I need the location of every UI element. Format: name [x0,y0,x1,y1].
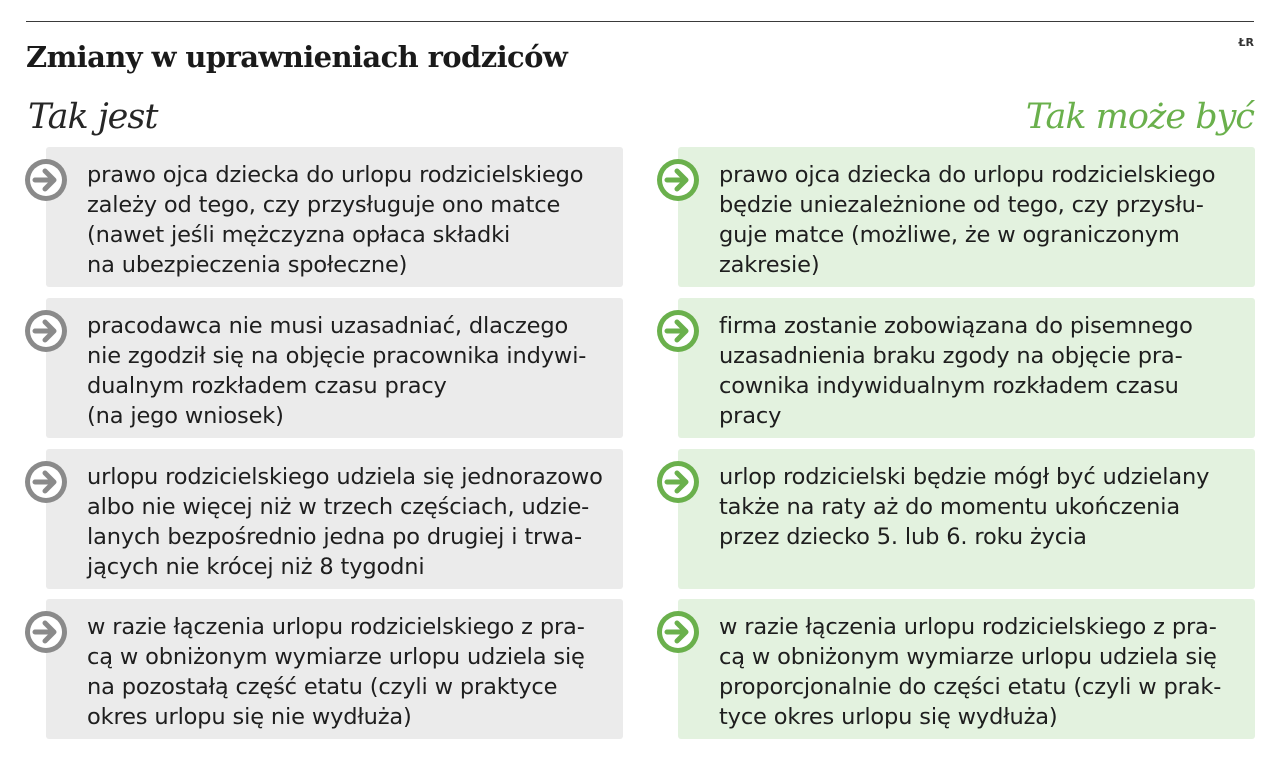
arrow-right-circle-icon [656,460,700,504]
proposed-rule-card [678,298,1255,438]
page-title: Zmiany w uprawnieniach rodziców [26,40,568,74]
arrow-right-circle-icon [24,610,68,654]
arrow-right-circle-icon [24,309,68,353]
arrow-right-circle-icon [656,309,700,353]
current-rule-text: prawo ojca dziecka do urlopu rodzicielskiego zależy od tego, czy przysługuje ono matce (nawet jeśli mężczyzna opłaca składki na ubezpieczenia społeczne) [87,162,584,278]
arrow-right-circle-icon [656,610,700,654]
arrow-right-circle-icon [24,158,68,202]
column-heading-proposed: Tak może być [1025,97,1254,137]
current-rule-text: urlopu rodzicielskiego udziela się jednorazowo albo nie więcej niż w trzech częściach, udzie- lanych bezpośrednio jedna po drugiej i trwa- jących nie krócej niż 8 tygodni [87,464,603,580]
current-rule-card [46,599,623,739]
top-rule [26,21,1254,22]
proposed-rule-card [678,147,1255,287]
current-rule-card [46,147,623,287]
author-credit: ŁR [1238,36,1254,49]
proposed-rule-text: prawo ojca dziecka do urlopu rodzicielskiego będzie uniezależnione od tego, czy przysłu- guje matce (możliwe, że w ograniczonym zakresie) [719,162,1216,278]
proposed-rule-card [678,599,1255,739]
proposed-rule-text: firma zostanie zobowiązana do pisemnego uzasadnienia braku zgody na objęcie pra- cownika indywidualnym rozkładem czasu pracy [719,313,1193,429]
column-heading-current: Tak jest [28,97,158,137]
proposed-rule-text: w razie łączenia urlopu rodzicielskiego z pra- cą w obniżonym wymiarze urlopu udziela się proporcjonalnie do części etatu (czyli w prak- tyce okres urlopu się wydłuża) [719,614,1222,730]
arrow-right-circle-icon [24,460,68,504]
current-rule-card [46,449,623,589]
current-rule-text: pracodawca nie musi uzasadniać, dlaczego nie zgodził się na objęcie pracownika indywi- dualnym rozkładem czasu pracy (na jego wniosek) [87,313,587,429]
arrow-right-circle-icon [656,158,700,202]
proposed-rule-text: urlop rodzicielski będzie mógł być udzielany także na raty aż do momentu ukończenia przez dziecko 5. lub 6. roku życia [719,464,1210,550]
current-rule-card [46,298,623,438]
current-rule-text: w razie łączenia urlopu rodzicielskiego z pra- cą w obniżonym wymiarze urlopu udziela się na pozostałą część etatu (czyli w praktyce okres urlopu się nie wydłuża) [87,614,585,730]
proposed-rule-card [678,449,1255,589]
